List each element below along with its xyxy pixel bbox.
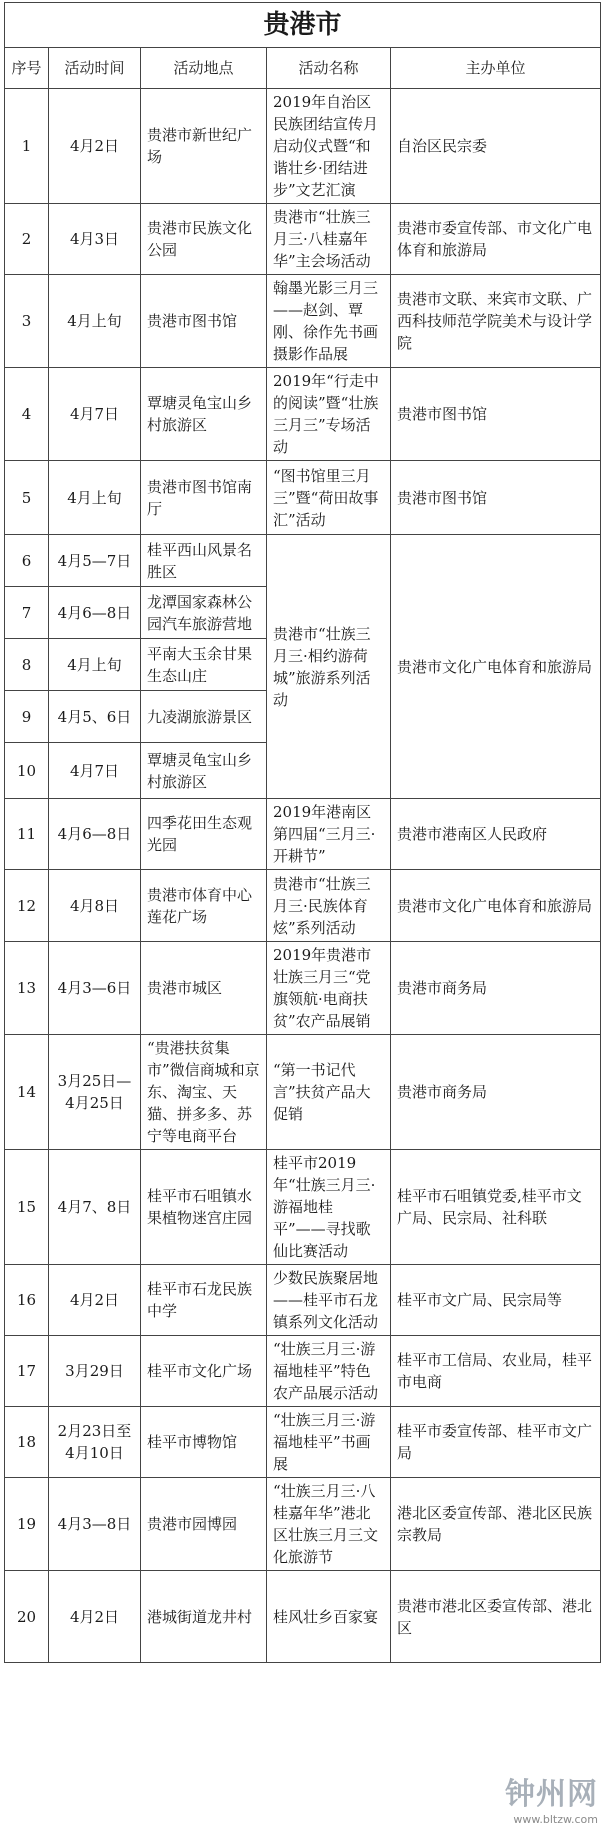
table-row	[5, 942, 601, 1035]
row-organizer: 贵港市商务局	[391, 942, 601, 1035]
row-place: 贵港市体育中心莲花广场	[141, 870, 267, 942]
table-row	[5, 1336, 601, 1407]
row-time: 4月2日	[49, 1265, 141, 1336]
row-time: 4月2日	[49, 89, 141, 204]
row-number: 10	[5, 743, 49, 799]
watermark-url: www.bltzw.com	[513, 1813, 598, 1826]
row-place: 桂平市石龙民族中学	[141, 1265, 267, 1336]
row-number: 6	[5, 535, 49, 587]
row-place: 贵港市图书馆南厅	[141, 461, 267, 535]
row-organizer: 贵港市商务局	[391, 1035, 601, 1150]
row-number: 5	[5, 461, 49, 535]
activity-table	[4, 2, 601, 1663]
table-row	[5, 1265, 601, 1336]
row-activity-name: “第一书记代言”扶贫产品大促销	[267, 1035, 391, 1150]
row-time: 4月7日	[49, 368, 141, 461]
row-activity-name: “壮族三月三·八桂嘉年华”港北区壮族三月三文化旅游节	[267, 1478, 391, 1571]
row-activity-name: 桂风壮乡百家宴	[267, 1571, 391, 1663]
row-number: 16	[5, 1265, 49, 1336]
row-number: 19	[5, 1478, 49, 1571]
row-number: 3	[5, 275, 49, 368]
row-time: 3月25日—4月25日	[49, 1035, 141, 1150]
row-time: 3月29日	[49, 1336, 141, 1407]
activity-table-body	[5, 3, 601, 1663]
row-place: 覃塘灵龟宝山乡村旅游区	[141, 368, 267, 461]
row-place: 贵港市图书馆	[141, 275, 267, 368]
row-organizer: 贵港市图书馆	[391, 368, 601, 461]
row-number: 13	[5, 942, 49, 1035]
row-number: 14	[5, 1035, 49, 1150]
row-number: 11	[5, 799, 49, 870]
table-row	[5, 535, 601, 587]
table-row	[5, 870, 601, 942]
row-place: 港城街道龙井村	[141, 1571, 267, 1663]
row-activity-name: 桂平市2019年“壮族三月三·游福地桂平”——寻找歌仙比赛活动	[267, 1150, 391, 1265]
row-number: 18	[5, 1407, 49, 1478]
row-number: 9	[5, 691, 49, 743]
header-time: 活动时间	[49, 48, 141, 89]
row-place: 贵港市园博园	[141, 1478, 267, 1571]
row-number: 7	[5, 587, 49, 639]
row-number: 20	[5, 1571, 49, 1663]
table-row	[5, 1035, 601, 1150]
table-row	[5, 799, 601, 870]
row-organizer: 贵港市图书馆	[391, 461, 601, 535]
row-number: 15	[5, 1150, 49, 1265]
row-time: 4月8日	[49, 870, 141, 942]
row-time: 4月3—6日	[49, 942, 141, 1035]
table-row	[5, 1478, 601, 1571]
header-name: 活动名称	[267, 48, 391, 89]
row-place: 桂平西山风景名胜区	[141, 535, 267, 587]
row-time: 4月5、6日	[49, 691, 141, 743]
row-place: 四季花田生态观光园	[141, 799, 267, 870]
row-activity-name: 2019年自治区民族团结宣传月启动仪式暨“和谐壮乡·团结进步”文艺汇演	[267, 89, 391, 204]
row-time: 4月3—8日	[49, 1478, 141, 1571]
merged-activity-name: 贵港市“壮族三月三·相约游荷城”旅游系列活动	[267, 535, 391, 799]
row-activity-name: “壮族三月三·游福地桂平”书画展	[267, 1407, 391, 1478]
table-row	[5, 1571, 601, 1663]
table-row	[5, 1407, 601, 1478]
row-place: 桂平市石咀镇水果植物迷宫庄园	[141, 1150, 267, 1265]
header-org: 主办单位	[391, 48, 601, 89]
row-place: 九凌湖旅游景区	[141, 691, 267, 743]
row-time: 4月6—8日	[49, 587, 141, 639]
row-number: 4	[5, 368, 49, 461]
row-time: 4月5—7日	[49, 535, 141, 587]
row-place: 贵港市新世纪广场	[141, 89, 267, 204]
row-organizer: 桂平市委宣传部、桂平市文广局	[391, 1407, 601, 1478]
row-number: 1	[5, 89, 49, 204]
row-activity-name: 贵港市“壮族三月三·民族体育炫”系列活动	[267, 870, 391, 942]
row-time: 4月3日	[49, 204, 141, 275]
row-organizer: 港北区委宣传部、港北区民族宗教局	[391, 1478, 601, 1571]
row-organizer: 贵港市港北区委宣传部、港北区	[391, 1571, 601, 1663]
table-row	[5, 89, 601, 204]
row-place: 龙潭国家森林公园汽车旅游营地	[141, 587, 267, 639]
watermark-logo: 钟州网	[505, 1777, 598, 1812]
row-place: 平南大玉余甘果生态山庄	[141, 639, 267, 691]
row-organizer: 桂平市工信局、农业局，桂平市电商	[391, 1336, 601, 1407]
row-time: 4月上旬	[49, 275, 141, 368]
merged-organizer: 贵港市文化广电体育和旅游局	[391, 535, 601, 799]
row-activity-name: 翰墨光影三月三——赵剑、覃刚、徐作先书画摄影作品展	[267, 275, 391, 368]
row-number: 12	[5, 870, 49, 942]
row-time: 4月上旬	[49, 461, 141, 535]
row-organizer: 自治区民宗委	[391, 89, 601, 204]
row-time: 4月7、8日	[49, 1150, 141, 1265]
table-row	[5, 275, 601, 368]
row-activity-name: 2019年贵港市壮族三月三“党旗领航·电商扶贫”农产品展销	[267, 942, 391, 1035]
row-activity-name: “图书馆里三月三”暨“荷田故事汇”活动	[267, 461, 391, 535]
row-number: 8	[5, 639, 49, 691]
row-activity-name: 2019年“行走中的阅读”暨“壮族三月三”专场活动	[267, 368, 391, 461]
table-row	[5, 368, 601, 461]
row-activity-name: 少数民族聚居地——桂平市石龙镇系列文化活动	[267, 1265, 391, 1336]
row-place: 覃塘灵龟宝山乡村旅游区	[141, 743, 267, 799]
table-row	[5, 204, 601, 275]
row-place: 贵港市民族文化公园	[141, 204, 267, 275]
row-place: 桂平市博物馆	[141, 1407, 267, 1478]
row-time: 2月23日至4月10日	[49, 1407, 141, 1478]
row-number: 17	[5, 1336, 49, 1407]
row-organizer: 桂平市文广局、民宗局等	[391, 1265, 601, 1336]
row-organizer: 贵港市港南区人民政府	[391, 799, 601, 870]
row-organizer: 桂平市石咀镇党委,桂平市文广局、民宗局、社科联	[391, 1150, 601, 1265]
site-watermark	[505, 1769, 598, 1826]
row-time: 4月2日	[49, 1571, 141, 1663]
row-time: 4月上旬	[49, 639, 141, 691]
row-place: 桂平市文化广场	[141, 1336, 267, 1407]
title-row	[5, 3, 601, 48]
row-time: 4月7日	[49, 743, 141, 799]
row-place: 贵港市城区	[141, 942, 267, 1035]
row-organizer: 贵港市文联、来宾市文联、广西科技师范学院美术与设计学院	[391, 275, 601, 368]
table-row	[5, 461, 601, 535]
header-row	[5, 48, 601, 89]
row-activity-name: 2019年港南区第四届“三月三·开耕节”	[267, 799, 391, 870]
row-time: 4月6—8日	[49, 799, 141, 870]
table-row	[5, 1150, 601, 1265]
row-activity-name: “壮族三月三·游福地桂平”特色农产品展示活动	[267, 1336, 391, 1407]
header-no: 序号	[5, 48, 49, 89]
table-title: 贵港市	[5, 3, 601, 48]
row-organizer: 贵港市文化广电体育和旅游局	[391, 870, 601, 942]
row-number: 2	[5, 204, 49, 275]
row-organizer: 贵港市委宣传部、市文化广电体育和旅游局	[391, 204, 601, 275]
row-activity-name: 贵港市“壮族三月三·八桂嘉年华”主会场活动	[267, 204, 391, 275]
header-place: 活动地点	[141, 48, 267, 89]
row-place: “贵港扶贫集市”微信商城和京东、淘宝、天猫、拼多多、苏宁等电商平台	[141, 1035, 267, 1150]
